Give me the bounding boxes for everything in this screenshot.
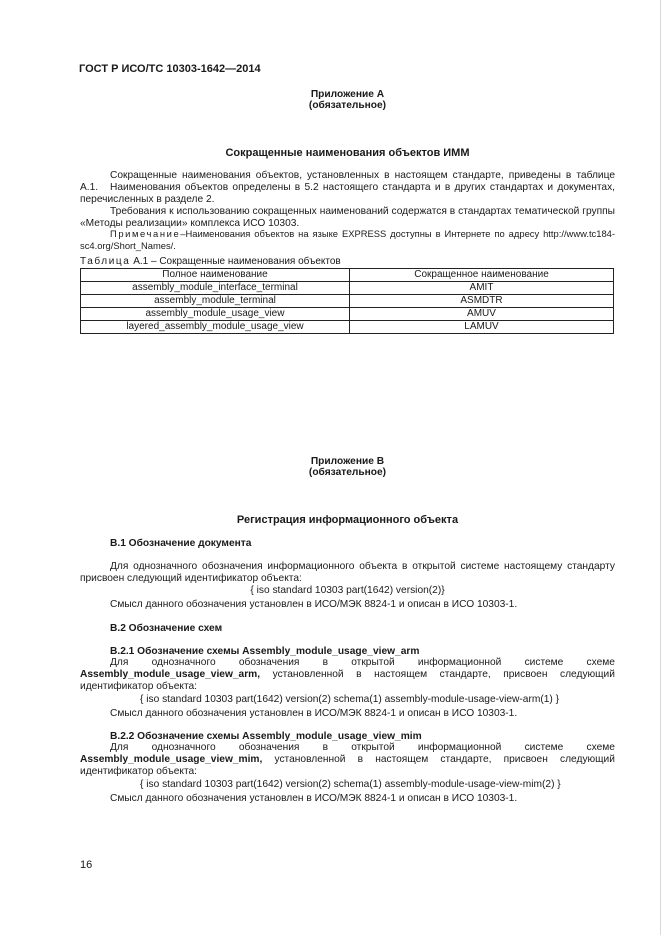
word: однозначного xyxy=(151,742,216,753)
table-caption-label: Таблица xyxy=(80,256,131,267)
schema-name: Assembly_module_usage_view_mim, xyxy=(80,754,263,765)
table-cell-full-name: assembly_module_terminal xyxy=(81,295,350,308)
word: открытой xyxy=(351,742,395,753)
b22-line-3: идентификатор объекта: xyxy=(80,766,198,777)
table-cell-full-name: assembly_module_interface_terminal xyxy=(81,282,350,295)
standard-header: ГОСТ Р ИСО/ТС 10303-1642—2014 xyxy=(79,63,261,75)
note-label: Примечание xyxy=(110,228,181,239)
word: установленной xyxy=(272,669,344,680)
word: системе xyxy=(524,657,564,668)
page-number: 16 xyxy=(80,859,93,871)
word: однозначного xyxy=(151,657,216,668)
note-text: –Наименования объектов на языке EXPRESS доступны в Интернете по адресу http://www.tc184-sc4.org/Short_Names/. xyxy=(80,228,615,251)
word: обозначения xyxy=(238,657,300,668)
table-cell-full-name: assembly_module_usage_view xyxy=(81,308,350,321)
word: установленной xyxy=(274,754,346,765)
b21-line-2 xyxy=(80,669,615,681)
appendix-b-title: Приложение В xyxy=(310,456,385,467)
b1-meaning: Смысл данного обозначения установлен в ИСО/МЭК 8824-1 и описан в ИСО 10303-1. xyxy=(110,599,518,610)
word: присвоен xyxy=(503,669,548,680)
word: настоящем xyxy=(374,669,428,680)
table-cell-short-name: AMIT xyxy=(350,282,614,295)
b21-line-3: идентификатор объекта: xyxy=(80,681,198,692)
b22-meaning: Смысл данного обозначения установлен в ИСО/МЭК 8824-1 и описан в ИСО 10303-1. xyxy=(110,793,518,804)
appendix-a-note xyxy=(80,228,615,252)
table-cell-short-name: LAMUV xyxy=(350,321,614,334)
word: стандарте, xyxy=(440,754,492,765)
b1-object-id: { iso standard 10303 part(1642) version(2)} xyxy=(250,585,445,596)
table-row xyxy=(81,282,614,295)
word: стандарте, xyxy=(439,669,491,680)
word: информационной xyxy=(417,657,502,668)
table-cell-full-name: layered_assembly_module_usage_view xyxy=(81,321,350,334)
appendix-a-status: (обязательное) xyxy=(308,100,387,111)
b1-heading: В.1 Обозначение документа xyxy=(110,538,252,549)
b21-meaning: Смысл данного обозначения установлен в ИСО/МЭК 8824-1 и описан в ИСО 10303-1. xyxy=(110,708,518,719)
word: схеме xyxy=(586,742,615,753)
table-row xyxy=(81,321,614,334)
word: следующий xyxy=(560,754,615,765)
appendix-a-paragraph-3: Требования к использованию сокращенных наименований содержатся в стандартах тематической группы «Методы реализации» комплекса ИСО 10303. xyxy=(80,206,615,229)
b22-line-1 xyxy=(110,742,615,754)
b21-line-1 xyxy=(110,657,615,669)
word: системе xyxy=(524,742,564,753)
word: обозначения xyxy=(238,742,300,753)
appendix-a-paragraph-2: Наименования объектов определены в 5.2 настоящего стандарта и в других стандартах и документах, перечисленных в разделе 2. xyxy=(80,182,615,205)
table-cell-short-name: AMUV xyxy=(350,308,614,321)
appendix-a-title: Приложение А xyxy=(310,89,385,100)
word: информационной xyxy=(417,742,502,753)
column-header-full-name: Полное наименование xyxy=(81,269,350,282)
appendix-b-heading: Регистрация информационного объекта xyxy=(236,514,459,526)
b22-line-2 xyxy=(80,754,615,766)
b2-heading: В.2 Обозначение схем xyxy=(110,623,223,634)
word: следующий xyxy=(560,669,615,680)
word: в xyxy=(322,742,329,753)
b21-heading: В.2.1 Обозначение схемы Assembly_module_usage_view_arm xyxy=(110,646,420,657)
appendix-a-paragraph-1: Сокращенные наименования объектов, установленных в настоящем стандарте, приведены в таблице А.1. xyxy=(80,170,615,193)
word: Для xyxy=(110,657,129,668)
table-row xyxy=(81,308,614,321)
word: в xyxy=(356,669,362,680)
table-header-row xyxy=(81,269,614,282)
table-caption-text: А.1 – Сокращенные наименования объектов xyxy=(133,256,341,267)
table-caption xyxy=(80,256,341,268)
word: в xyxy=(357,754,364,765)
b22-object-id: { iso standard 10303 part(1642) version(2) schema(1) assembly-module-usage-view-mim(2) } xyxy=(140,779,561,790)
word: открытой xyxy=(351,657,395,668)
appendix-a-heading: Сокращенные наименования объектов ИММ xyxy=(225,147,470,159)
table-row xyxy=(81,295,614,308)
b21-object-id: { iso standard 10303 part(1642) version(2) schema(1) assembly-module-usage-view-arm(1) } xyxy=(140,694,560,705)
word: присвоен xyxy=(503,754,548,765)
word: схеме xyxy=(586,657,615,668)
schema-name: Assembly_module_usage_view_arm, xyxy=(80,669,261,680)
column-header-short-name: Сокращенное наименование xyxy=(350,269,614,282)
table-cell-short-name: ASMDTR xyxy=(350,295,614,308)
short-names-table xyxy=(80,268,614,334)
appendix-b-status: (обязательное) xyxy=(308,467,387,478)
word: в xyxy=(322,657,329,668)
b22-heading: В.2.2 Обозначение схемы Assembly_module_usage_view_mim xyxy=(110,731,422,742)
word: настоящем xyxy=(375,754,429,765)
b1-text: Для однозначного обозначения информационного объекта в открытой системе настоящему стандарту присвоен следующий идентификатор объекта: xyxy=(80,561,615,584)
word: Для xyxy=(110,742,129,753)
